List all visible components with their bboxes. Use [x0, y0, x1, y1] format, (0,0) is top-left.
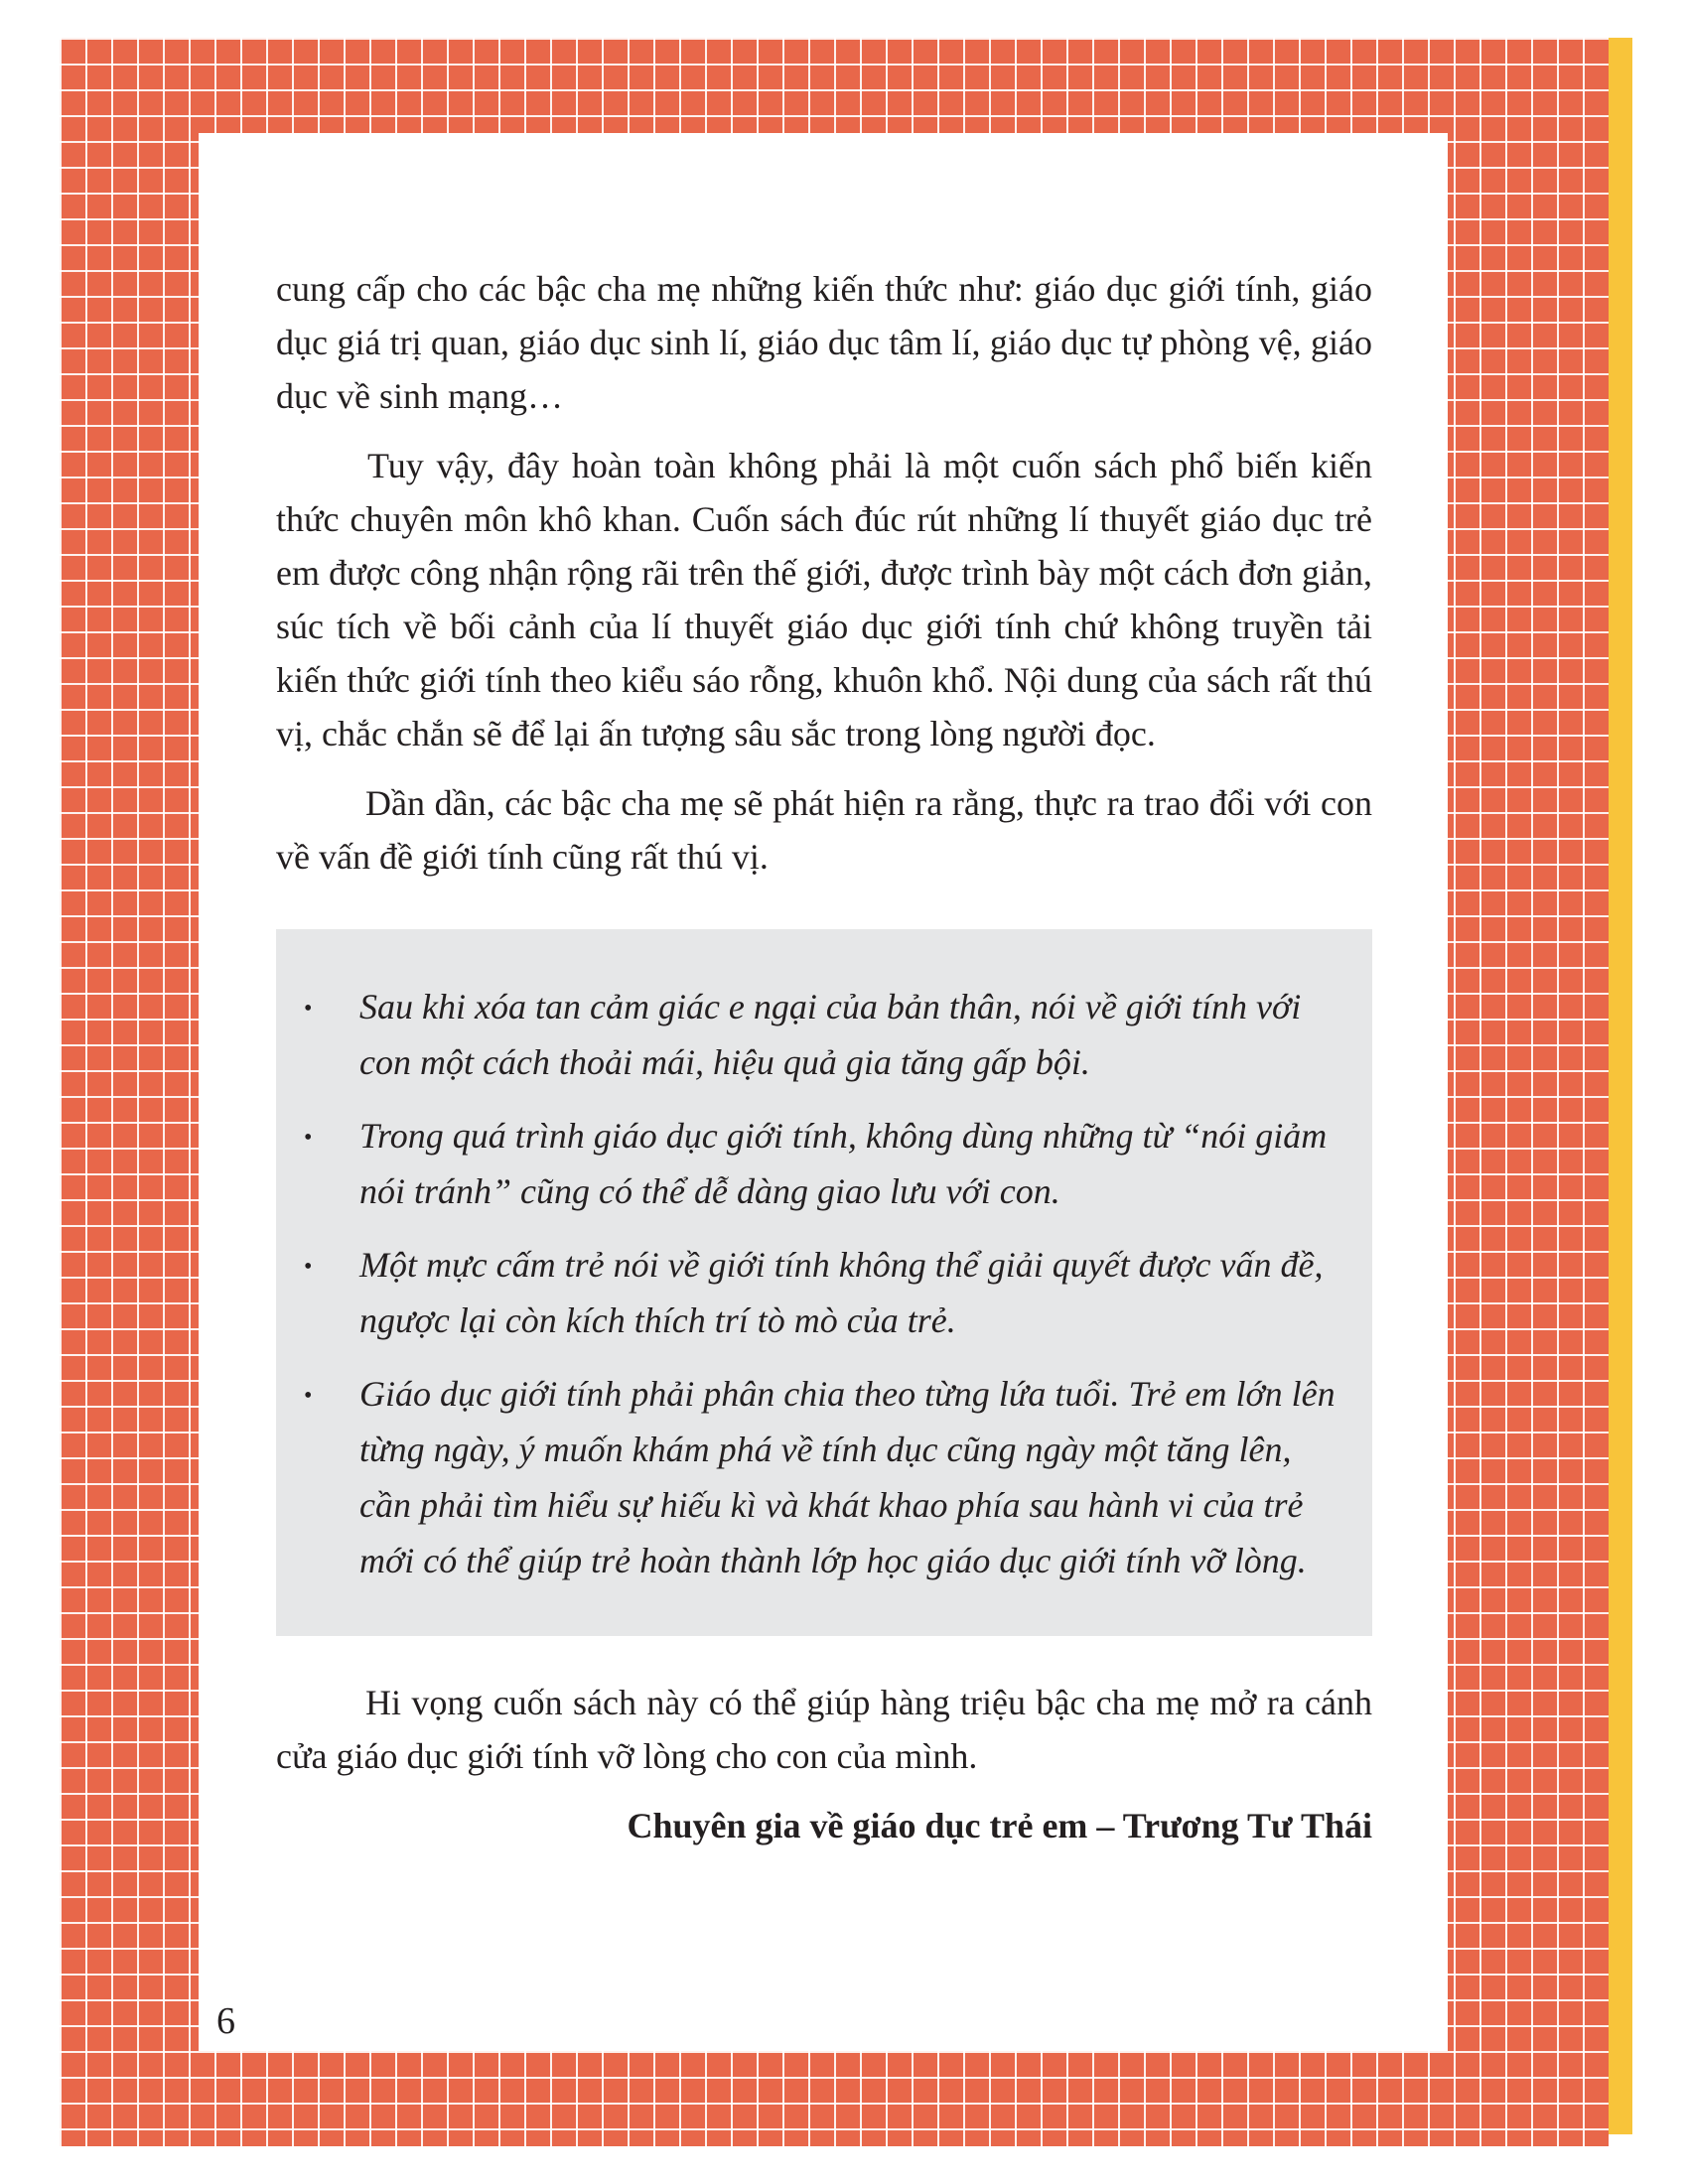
tip-item: [302, 979, 1348, 1090]
bullet-icon: •: [304, 996, 313, 1022]
page-content: [276, 262, 1372, 1852]
tips-box: [276, 929, 1372, 1636]
paragraph-continuation: cung cấp cho các bậc cha mẹ những kiến thức như: giáo dục giới tính, giáo dục giá trị quan, giáo dục sinh lí, giáo dục tâm lí, giáo dục tự phòng vệ, giáo dục về sinh mạng…: [276, 269, 1372, 416]
bullet-icon: •: [304, 1125, 313, 1151]
tip-item: [302, 1108, 1348, 1219]
bullet-icon: •: [304, 1383, 313, 1409]
page-number: 6: [216, 2000, 235, 2042]
author-signature: Chuyên gia về giáo dục trẻ em – Trương Tư Thái: [627, 1806, 1372, 1845]
tip-text: Trong quá trình giáo dục giới tính, không dùng những từ “nói giảm nói tránh” cũng có thể dễ dàng giao lưu với con.: [359, 1116, 1328, 1211]
bullet-icon: •: [304, 1254, 313, 1280]
tip-item: [302, 1237, 1348, 1348]
paragraph-parents-discover: Dần dần, các bậc cha mẹ sẽ phát hiện ra rằng, thực ra trao đổi với con về vấn đề giới tính cũng rất thú vị.: [276, 783, 1372, 877]
paragraph-closing: Hi vọng cuốn sách này có thể giúp hàng triệu bậc cha mẹ mở ra cánh cửa giáo dục giới tính vỡ lòng cho con của mình.: [276, 1683, 1372, 1776]
tip-text: Sau khi xóa tan cảm giác e ngại của bản thân, nói về giới tính với con một cách thoải mái, hiệu quả gia tăng gấp bội.: [359, 987, 1302, 1082]
tips-list: [302, 979, 1348, 1588]
tip-text: Một mực cấm trẻ nói về giới tính không thể giải quyết được vấn đề, ngược lại còn kích thích trí tò mò của trẻ.: [359, 1245, 1324, 1340]
tip-text: Giáo dục giới tính phải phân chia theo từng lứa tuổi. Trẻ em lớn lên từng ngày, ý muốn khám phá về tính dục cũng ngày một tăng lên, cần phải tìm hiểu sự hiếu kì và khát khao phía sau hành vi của trẻ mới có thể giúp trẻ hoàn thành lớp học giáo dục giới tính vỡ lòng.: [359, 1374, 1336, 1580]
page-sheet: [199, 133, 1448, 2051]
paragraph-book-description: Tuy vậy, đây hoàn toàn không phải là một cuốn sách phổ biến kiến thức chuyên môn khô khan. Cuốn sách đúc rút những lí thuyết giáo dục trẻ em được công nhận rộng rãi trên thế giới, được trình bày một cách đơn giản, súc tích về bối cảnh của lí thuyết giáo dục giới tính chứ không truyền tải kiến thức giới tính theo kiểu sáo rỗng, khuôn khổ. Nội dung của sách rất thú vị, chắc chắn sẽ để lại ấn tượng sâu sắc trong lòng người đọc.: [276, 446, 1372, 753]
tip-item: [302, 1366, 1348, 1588]
